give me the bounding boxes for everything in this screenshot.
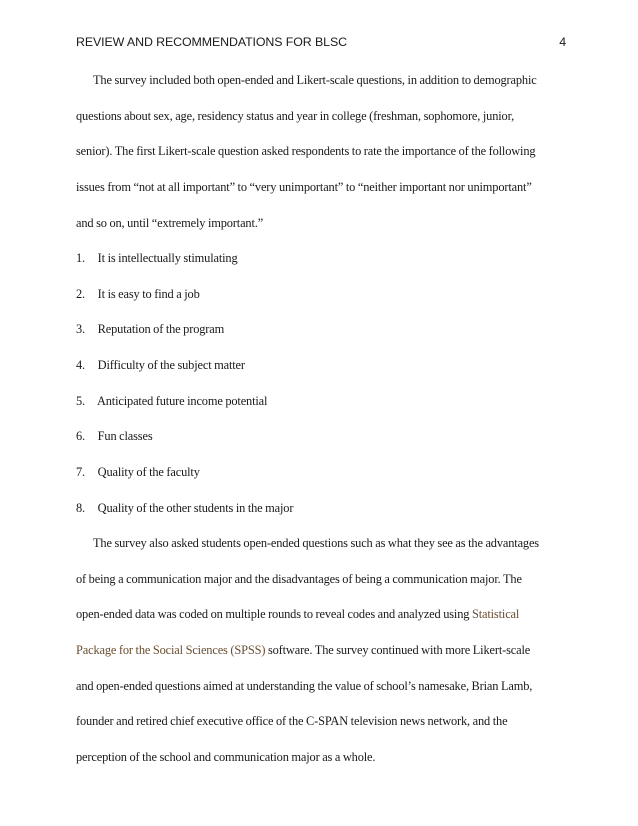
list-item [76, 251, 238, 266]
spss-link-part2[interactable]: Package for the Social Sciences (SPSS) [76, 643, 266, 658]
paragraph-line: perception of the school and communication major as a whole. [76, 750, 376, 764]
list-item-number: 6. [76, 429, 85, 444]
list-item-number: 3. [76, 322, 85, 337]
list-item-number: 4. [76, 358, 85, 373]
list-item-text: Fun classes [97, 429, 153, 444]
page-header [76, 35, 566, 51]
list-item-text: Reputation of the program [97, 322, 225, 337]
list-item-text: Anticipated future income potential [96, 393, 268, 408]
list-item-number: 5. [76, 393, 85, 408]
line-text: open-ended data was coded on multiple rounds to reveal codes and analyzed using [76, 607, 472, 622]
running-head: REVIEW AND RECOMMENDATIONS FOR BLSC [76, 35, 347, 49]
paragraph-line: issues from “not at all important” to “very unimportant” to “neither important nor unimportant” [76, 179, 532, 194]
list-item [76, 465, 200, 480]
list-item-text: It is easy to find a job [97, 286, 200, 301]
paragraph-line [76, 643, 530, 658]
list-item [76, 501, 293, 516]
list-item-text: It is intellectually stimulating [97, 251, 238, 266]
list-item [76, 287, 200, 302]
page-number: 4 [559, 35, 566, 49]
list-item-text: Quality of the faculty [97, 464, 200, 479]
paragraph-line: founder and retired chief executive office of the C-SPAN television news network, and the [76, 714, 508, 729]
list-item-number: 1. [76, 251, 85, 266]
paragraph-line: and so on, until “extremely important.” [76, 215, 264, 230]
list-item [76, 358, 245, 373]
list-item-text: Quality of the other students in the major [97, 500, 294, 515]
spss-link-part1[interactable]: Statistical [471, 607, 520, 622]
paragraph-line: and open-ended questions aimed at understanding the value of school’s namesake, Brian Lamb, [76, 678, 533, 693]
paragraph-line: questions about sex, age, residency status and year in college (freshman, sophomore, junior, [76, 108, 515, 123]
list-item [76, 394, 267, 409]
paragraph-line: of being a communication major and the disadvantages of being a communication major. The [76, 571, 522, 586]
list-item-number: 8. [76, 500, 85, 515]
list-item [76, 429, 153, 444]
paragraph-line [76, 607, 519, 622]
list-item [76, 322, 224, 337]
list-item-number: 7. [76, 464, 85, 479]
list-item-text: Difficulty of the subject matter [97, 358, 245, 373]
line-text: software. The survey continued with more Likert-scale [265, 643, 531, 658]
paragraph-line: senior). The first Likert-scale question asked respondents to rate the importance of the following [76, 144, 536, 159]
list-item-number: 2. [76, 286, 85, 301]
paragraph-line: The survey also asked students open-ended questions such as what they see as the advantages [93, 536, 539, 551]
paragraph-line: The survey included both open-ended and Likert-scale questions, in addition to demographic [93, 73, 537, 87]
